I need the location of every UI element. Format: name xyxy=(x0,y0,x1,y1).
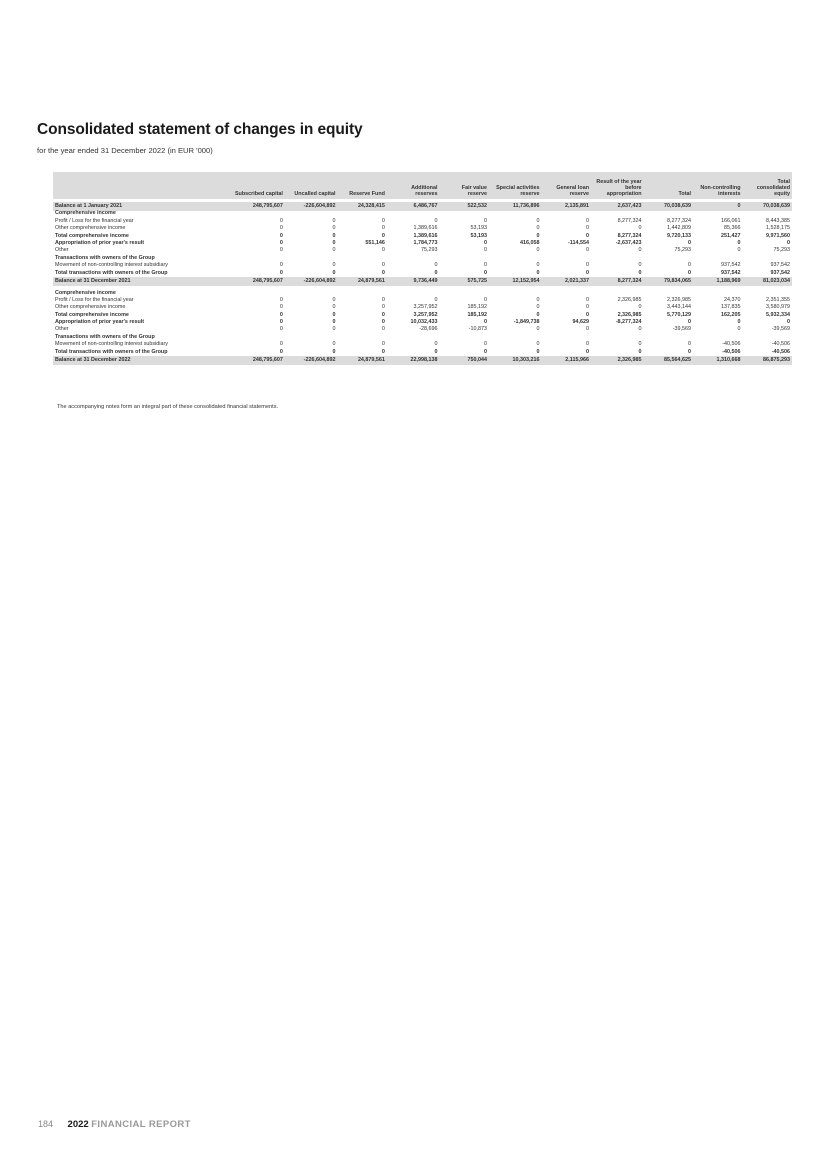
value-cell: 0 xyxy=(483,240,487,247)
value-cell: 12,152,954 xyxy=(489,277,542,286)
value-cell: 0 xyxy=(332,348,336,355)
row-label: Balance at 31 December 2022 xyxy=(53,356,232,365)
value-cell: 8,277,324 xyxy=(591,277,644,286)
value-cell: 0 xyxy=(536,269,540,276)
value-cell: 0 xyxy=(737,319,741,326)
value-cell: 10,032,433 xyxy=(410,319,438,326)
value-cell: 9,720,133 xyxy=(667,232,692,239)
table-row xyxy=(53,297,792,304)
row-label: Balance at 31 December 2021 xyxy=(53,277,232,286)
value-cell: 70,038,639 xyxy=(644,202,693,211)
row-label: Balance at 1 January 2021 xyxy=(53,202,232,211)
table-row xyxy=(53,341,792,348)
value-cell: 0 xyxy=(536,225,540,232)
value-cell: 0 xyxy=(434,348,438,355)
table-row xyxy=(53,319,792,326)
value-cell: 0 xyxy=(483,319,487,326)
value-cell: 0 xyxy=(585,326,589,333)
value-cell: 2,135,891 xyxy=(542,202,591,211)
header-cell: Total consolidated equity xyxy=(742,172,792,199)
value-cell: 0 xyxy=(693,202,742,211)
value-cell: 0 xyxy=(381,262,385,269)
value-cell: 0 xyxy=(483,348,487,355)
value-cell: -40,506 xyxy=(771,341,790,348)
row-label: Other xyxy=(55,326,69,333)
table-header-row xyxy=(53,172,792,199)
value-cell: 85,564,625 xyxy=(644,356,693,365)
balance-row xyxy=(53,202,792,211)
value-cell: 0 xyxy=(638,348,642,355)
value-cell: 3,257,952 xyxy=(413,304,438,311)
value-cell: 0 xyxy=(381,217,385,224)
value-cell: 0 xyxy=(279,232,283,239)
row-label: Movement of non-controlling interest subsidiary xyxy=(55,341,168,348)
value-cell: 0 xyxy=(381,247,385,254)
value-cell: 0 xyxy=(434,262,438,269)
equity-table xyxy=(53,172,792,365)
value-cell: 0 xyxy=(483,269,487,276)
row-label: Other comprehensive income xyxy=(55,225,126,232)
row-label: Other comprehensive income xyxy=(55,304,126,311)
value-cell: 85,366 xyxy=(723,225,741,232)
value-cell: 24,879,561 xyxy=(337,356,386,365)
row-label: Total comprehensive income xyxy=(55,311,129,318)
value-cell: 94,629 xyxy=(572,319,589,326)
value-cell: 5,932,334 xyxy=(766,311,790,318)
value-cell: 137,835 xyxy=(720,304,741,311)
value-cell: 0 xyxy=(381,348,385,355)
table-row xyxy=(53,312,792,319)
value-cell: 0 xyxy=(585,296,589,303)
value-cell: 0 xyxy=(332,341,336,348)
value-cell: 248,795,607 xyxy=(232,356,285,365)
row-label: Profit / Loss for the financial year xyxy=(55,296,134,303)
value-cell: 3,443,144 xyxy=(667,304,692,311)
value-cell: 0 xyxy=(737,326,741,333)
table-row xyxy=(53,326,792,333)
value-cell: 0 xyxy=(381,232,385,239)
value-cell: 0 xyxy=(279,296,283,303)
value-cell: 0 xyxy=(332,311,336,318)
page-number: 184 xyxy=(38,1119,54,1129)
value-cell: 53,193 xyxy=(470,225,487,232)
value-cell: 0 xyxy=(279,311,283,318)
value-cell: 0 xyxy=(279,262,283,269)
value-cell: 248,795,607 xyxy=(232,202,285,211)
section-header-row xyxy=(53,211,792,218)
value-cell: 81,023,034 xyxy=(742,277,792,286)
value-cell: 0 xyxy=(332,217,336,224)
value-cell: 0 xyxy=(279,247,283,254)
value-cell: 522,532 xyxy=(439,202,488,211)
value-cell: -8,277,324 xyxy=(615,319,642,326)
value-cell: 1,528,175 xyxy=(766,225,790,232)
page-title: Consolidated statement of changes in equity xyxy=(37,121,363,138)
header-cell: Reserve Fund xyxy=(337,172,386,199)
value-cell: 0 xyxy=(483,341,487,348)
table-row xyxy=(53,225,792,232)
value-cell: 0 xyxy=(536,311,540,318)
report-name: FINANCIAL REPORT xyxy=(91,1119,191,1130)
value-cell: 251,427 xyxy=(720,232,741,239)
value-cell: 1,784,773 xyxy=(413,240,438,247)
value-cell: 8,277,324 xyxy=(617,217,642,224)
value-cell: 0 xyxy=(585,262,589,269)
value-cell: 8,277,324 xyxy=(667,217,692,224)
value-cell: 0 xyxy=(787,240,790,247)
value-cell: 0 xyxy=(585,269,589,276)
value-cell: 0 xyxy=(434,341,438,348)
value-cell: 24,328,415 xyxy=(337,202,386,211)
table-row xyxy=(53,270,792,277)
value-cell: 0 xyxy=(585,304,589,311)
value-cell: -39,569 xyxy=(672,326,692,333)
header-cell: Subscribed capital xyxy=(232,172,285,199)
value-cell: 162,205 xyxy=(720,311,741,318)
value-cell: 0 xyxy=(585,311,589,318)
value-cell: 0 xyxy=(332,240,336,247)
value-cell: 0 xyxy=(688,269,692,276)
value-cell: 551,146 xyxy=(365,240,385,247)
value-cell: 79,834,065 xyxy=(644,277,693,286)
value-cell: 750,044 xyxy=(439,356,488,365)
table-body xyxy=(53,202,792,365)
value-cell: 3,257,952 xyxy=(413,311,438,318)
value-cell: 24,879,561 xyxy=(337,277,386,286)
value-cell: 0 xyxy=(688,240,692,247)
value-cell: 0 xyxy=(536,348,540,355)
value-cell: 0 xyxy=(638,341,642,348)
row-label: Appropriation of prior year's result xyxy=(55,319,145,326)
value-cell: 0 xyxy=(585,247,589,254)
value-cell: 0 xyxy=(585,225,589,232)
value-cell: 0 xyxy=(536,247,540,254)
value-cell: 22,998,138 xyxy=(387,356,440,365)
value-cell: -28,696 xyxy=(419,326,438,333)
value-cell: 0 xyxy=(434,296,438,303)
value-cell: -226,604,892 xyxy=(285,356,338,365)
table-row xyxy=(53,233,792,240)
header-cell: Result of the year before appropriation xyxy=(591,172,644,199)
value-cell: 0 xyxy=(381,326,385,333)
row-label: Appropriation of prior year's result xyxy=(55,240,145,247)
value-cell: 0 xyxy=(536,262,540,269)
value-cell: 9,736,449 xyxy=(387,277,440,286)
value-cell: 86,875,293 xyxy=(742,356,792,365)
footnote: The accompanying notes form an integral part of these consolidated financial statements. xyxy=(57,404,279,410)
row-label: Profit / Loss for the financial year xyxy=(55,217,134,224)
header-cell: Uncalled capital xyxy=(285,172,338,199)
value-cell: 0 xyxy=(585,348,589,355)
value-cell: 185,192 xyxy=(467,304,487,311)
value-cell: 937,542 xyxy=(720,269,741,276)
value-cell: 8,443,385 xyxy=(766,217,790,224)
value-cell: 0 xyxy=(381,225,385,232)
value-cell: -40,506 xyxy=(771,348,790,355)
value-cell: 1,389,616 xyxy=(413,225,438,232)
value-cell: 185,192 xyxy=(467,311,487,318)
value-cell: 9,971,560 xyxy=(766,232,790,239)
value-cell: 0 xyxy=(381,319,385,326)
value-cell: 0 xyxy=(585,232,589,239)
value-cell: 0 xyxy=(737,240,741,247)
table-row xyxy=(53,247,792,254)
value-cell: 0 xyxy=(688,341,692,348)
value-cell: 937,542 xyxy=(770,269,790,276)
row-label: Other xyxy=(55,247,69,254)
value-cell: 0 xyxy=(279,225,283,232)
value-cell: 0 xyxy=(483,217,487,224)
row-label: Comprehensive income xyxy=(55,289,116,296)
value-cell: 0 xyxy=(536,296,540,303)
value-cell: 0 xyxy=(332,326,336,333)
row-label: Total transactions with owners of the Group xyxy=(55,269,168,276)
value-cell: 0 xyxy=(638,247,642,254)
value-cell: 166,061 xyxy=(720,217,741,224)
value-cell: 2,326,985 xyxy=(591,356,644,365)
value-cell: -39,569 xyxy=(771,326,790,333)
value-cell: 0 xyxy=(737,247,741,254)
header-cell: Fair value reserve xyxy=(439,172,488,199)
value-cell: 70,038,639 xyxy=(742,202,792,211)
value-cell: 0 xyxy=(536,232,540,239)
table-row xyxy=(53,240,792,247)
value-cell: 0 xyxy=(688,319,692,326)
report-year: 2022 xyxy=(67,1119,89,1130)
value-cell: 0 xyxy=(332,319,336,326)
value-cell: 0 xyxy=(279,240,283,247)
value-cell: 416,058 xyxy=(520,240,540,247)
value-cell: 5,770,129 xyxy=(667,311,692,318)
table-row xyxy=(53,349,792,356)
value-cell: 1,442,809 xyxy=(667,225,692,232)
value-cell: 2,351,355 xyxy=(766,296,790,303)
section-header-row xyxy=(53,255,792,262)
value-cell: 248,795,607 xyxy=(232,277,285,286)
value-cell: -114,554 xyxy=(568,240,589,247)
value-cell: 2,326,985 xyxy=(617,311,642,318)
value-cell: 937,542 xyxy=(720,262,741,269)
value-cell: 1,188,969 xyxy=(693,277,742,286)
value-cell: 2,326,985 xyxy=(617,296,642,303)
value-cell: -1,849,738 xyxy=(513,319,540,326)
value-cell: 0 xyxy=(536,341,540,348)
value-cell: 0 xyxy=(332,262,336,269)
value-cell: 0 xyxy=(279,326,283,333)
balance-row xyxy=(53,277,792,286)
value-cell: 0 xyxy=(332,247,336,254)
value-cell: 0 xyxy=(585,217,589,224)
value-cell: 0 xyxy=(279,304,283,311)
header-cell: Additional reserves xyxy=(387,172,440,199)
table-row xyxy=(53,304,792,311)
section-header-row xyxy=(53,290,792,297)
value-cell: 0 xyxy=(638,269,642,276)
value-cell: 0 xyxy=(638,262,642,269)
row-label: Total transactions with owners of the Group xyxy=(55,348,168,355)
value-cell: 0 xyxy=(483,247,487,254)
value-cell: 3,580,979 xyxy=(766,304,790,311)
value-cell: 0 xyxy=(279,348,283,355)
value-cell: 6,486,767 xyxy=(387,202,440,211)
value-cell: 0 xyxy=(483,262,487,269)
table-row xyxy=(53,218,792,225)
value-cell: 575,725 xyxy=(439,277,488,286)
value-cell: -2,637,423 xyxy=(615,240,642,247)
value-cell: -40,506 xyxy=(722,341,741,348)
value-cell: 53,193 xyxy=(470,232,487,239)
value-cell: 0 xyxy=(332,269,336,276)
value-cell: 937,542 xyxy=(770,262,790,269)
value-cell: -226,604,892 xyxy=(285,277,338,286)
value-cell: -10,873 xyxy=(468,326,487,333)
value-cell: -40,506 xyxy=(722,348,741,355)
value-cell: 1,310,668 xyxy=(693,356,742,365)
header-cell: Total xyxy=(644,172,693,199)
value-cell: 0 xyxy=(688,262,692,269)
value-cell: 0 xyxy=(381,341,385,348)
value-cell: 0 xyxy=(483,296,487,303)
header-cell: Non-controlling interests xyxy=(693,172,742,199)
value-cell: 0 xyxy=(434,217,438,224)
value-cell: 0 xyxy=(787,319,790,326)
value-cell: 2,326,985 xyxy=(667,296,692,303)
value-cell: 75,293 xyxy=(773,247,790,254)
value-cell: 10,303,216 xyxy=(489,356,542,365)
value-cell: 0 xyxy=(536,326,540,333)
page-subtitle: for the year ended 31 December 2022 (in EUR '000) xyxy=(37,146,213,155)
value-cell: 0 xyxy=(536,217,540,224)
value-cell: -226,604,892 xyxy=(285,202,338,211)
row-label: Movement of non-controlling interest subsidiary xyxy=(55,262,168,269)
value-cell: 2,115,966 xyxy=(542,356,591,365)
table-row xyxy=(53,262,792,269)
header-label-cell xyxy=(53,172,232,199)
header-cell: General loan reserve xyxy=(542,172,591,199)
value-cell: 0 xyxy=(381,296,385,303)
section-header-row xyxy=(53,334,792,341)
value-cell: 2,021,337 xyxy=(542,277,591,286)
value-cell: 75,293 xyxy=(420,247,438,254)
value-cell: 11,736,896 xyxy=(489,202,542,211)
value-cell: 0 xyxy=(536,304,540,311)
value-cell: 0 xyxy=(688,348,692,355)
value-cell: 8,277,324 xyxy=(617,232,642,239)
value-cell: 0 xyxy=(332,232,336,239)
row-label: Transactions with owners of the Group xyxy=(55,333,155,340)
value-cell: 0 xyxy=(332,225,336,232)
value-cell: 0 xyxy=(279,319,283,326)
balance-row xyxy=(53,356,792,365)
header-cell: Special activities reserve xyxy=(489,172,542,199)
value-cell: 0 xyxy=(638,225,642,232)
page-footer xyxy=(38,1119,191,1130)
value-cell: 0 xyxy=(332,296,336,303)
row-label: Total comprehensive income xyxy=(55,232,129,239)
value-cell: 75,293 xyxy=(674,247,692,254)
value-cell: 0 xyxy=(434,269,438,276)
row-label: Comprehensive income xyxy=(55,210,116,217)
value-cell: 24,370 xyxy=(723,296,741,303)
value-cell: 0 xyxy=(638,326,642,333)
value-cell: 0 xyxy=(585,341,589,348)
value-cell: 0 xyxy=(381,304,385,311)
value-cell: 0 xyxy=(279,341,283,348)
row-label: Transactions with owners of the Group xyxy=(55,254,155,261)
value-cell: 0 xyxy=(638,304,642,311)
value-cell: 0 xyxy=(381,269,385,276)
value-cell: 0 xyxy=(381,311,385,318)
value-cell: 1,389,616 xyxy=(413,232,438,239)
value-cell: 2,637,423 xyxy=(591,202,644,211)
value-cell: 0 xyxy=(279,217,283,224)
value-cell: 0 xyxy=(279,269,283,276)
value-cell: 0 xyxy=(332,304,336,311)
